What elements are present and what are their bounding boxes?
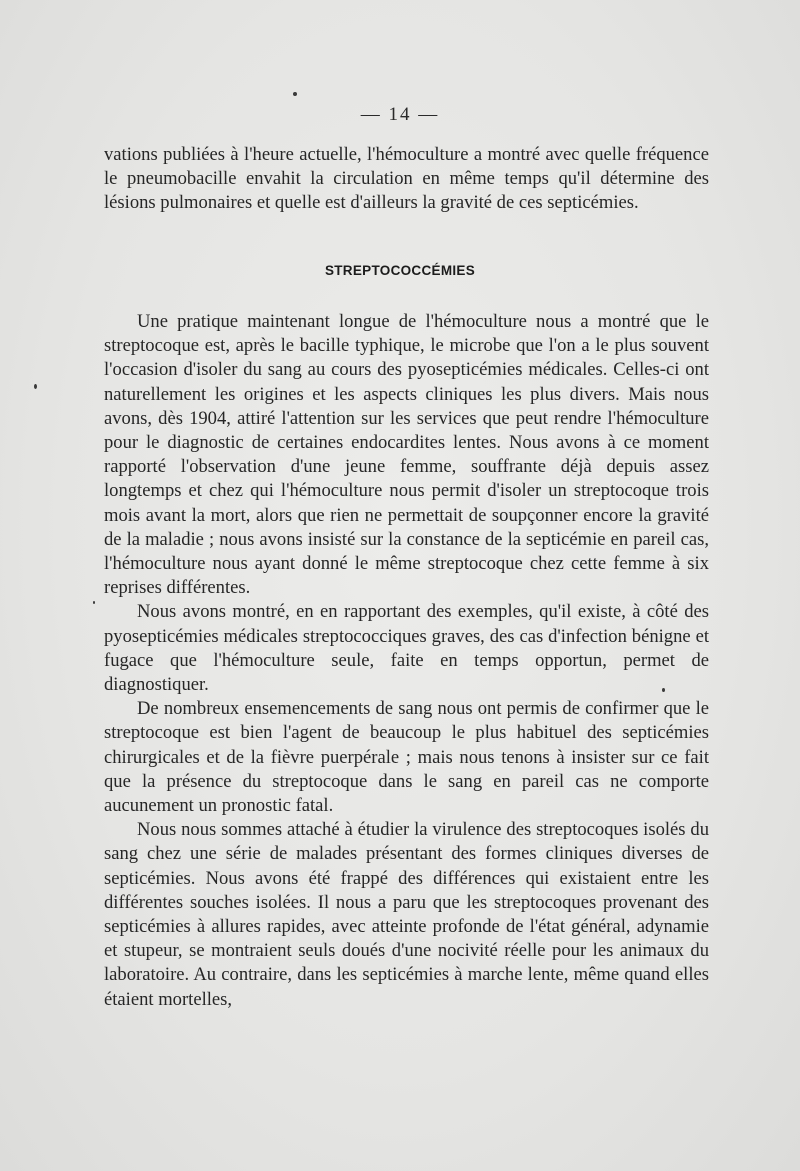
paragraph-2: Nous avons montré, en en rapportant des exemples, qu'il existe, à côté des pyosepticémies médicales streptococciques graves, des cas d'infection bénigne et fugace que l'hémoculture seule, faite en temps opportun, permet de diagnostiquer. (104, 601, 709, 696)
scan-speck (34, 384, 37, 389)
continuation-paragraph: vations publiées à l'heure actuelle, l'hémoculture a montré avec quelle fréquence le pneumobacille envahit la circulation en même temps qu'il détermine des lésions pulmonaires et quelle est d'ailleurs la gravité de ces septicémies. (104, 144, 709, 214)
section-title: STREPTOCOCCÉMIES (324, 263, 476, 278)
continuation-text (104, 143, 709, 216)
scan-speck (662, 688, 665, 692)
paragraph-3: De nombreux ensemencements de sang nous ont permis de confirmer que le streptocoque est bien l'agent de beaucoup le plus habituel des septicémies chirurgicales et de la fièvre puerpérale ; mais nous tenons à insister sur ce fait que la présence du streptocoque dans le sang en pareil cas ne comporte aucunement un pronostic fatal. (104, 698, 709, 817)
paragraph-4: Nous nous sommes attaché à étudier la virulence des streptocoques isolés du sang chez une série de malades présentant des formes cliniques diverses de septicémies. Nous avons été frappé des différences qui existaient entre les différentes souches isolées. Il nous a paru que les streptocoques provenant des septicémies à allures rapides, avec atteinte profonde de l'état général, adynamie et stupeur, se montraient seuls doués d'une nocivité réelle pour les animaux du laboratoire. Au contraire, dans les septicémies à marche lente, même quand elles étaient mortelles, (104, 819, 709, 1010)
section-body (104, 310, 709, 1012)
scan-speck (93, 601, 95, 604)
scan-speck (293, 92, 297, 96)
page-number: — 14 — (360, 104, 440, 125)
paragraph-1: Une pratique maintenant longue de l'hémoculture nous a montré que le streptocoque est, après le bacille typhique, le microbe que l'on a le plus souvent l'occasion d'isoler du sang au cours des pyosepticémies médicales. Celles-ci ont naturellement les origines et les aspects cliniques les plus divers. Mais nous avons, dès 1904, attiré l'attention sur les services que peut rendre l'hémoculture pour le diagnostic de certaines endocardites lentes. Nous avons à ce moment rapporté l'observation d'une jeune femme, souffrante déjà depuis assez longtemps et chez qui l'hémoculture nous permit d'isoler un streptocoque trois mois avant la mort, alors que rien ne permettait de soupçonner encore la gravité de la maladie ; nous avons insisté sur la constance de la septicémie en pareil cas, l'hémoculture nous ayant donné le même streptocoque chez cette femme à six reprises différentes. (104, 311, 709, 599)
